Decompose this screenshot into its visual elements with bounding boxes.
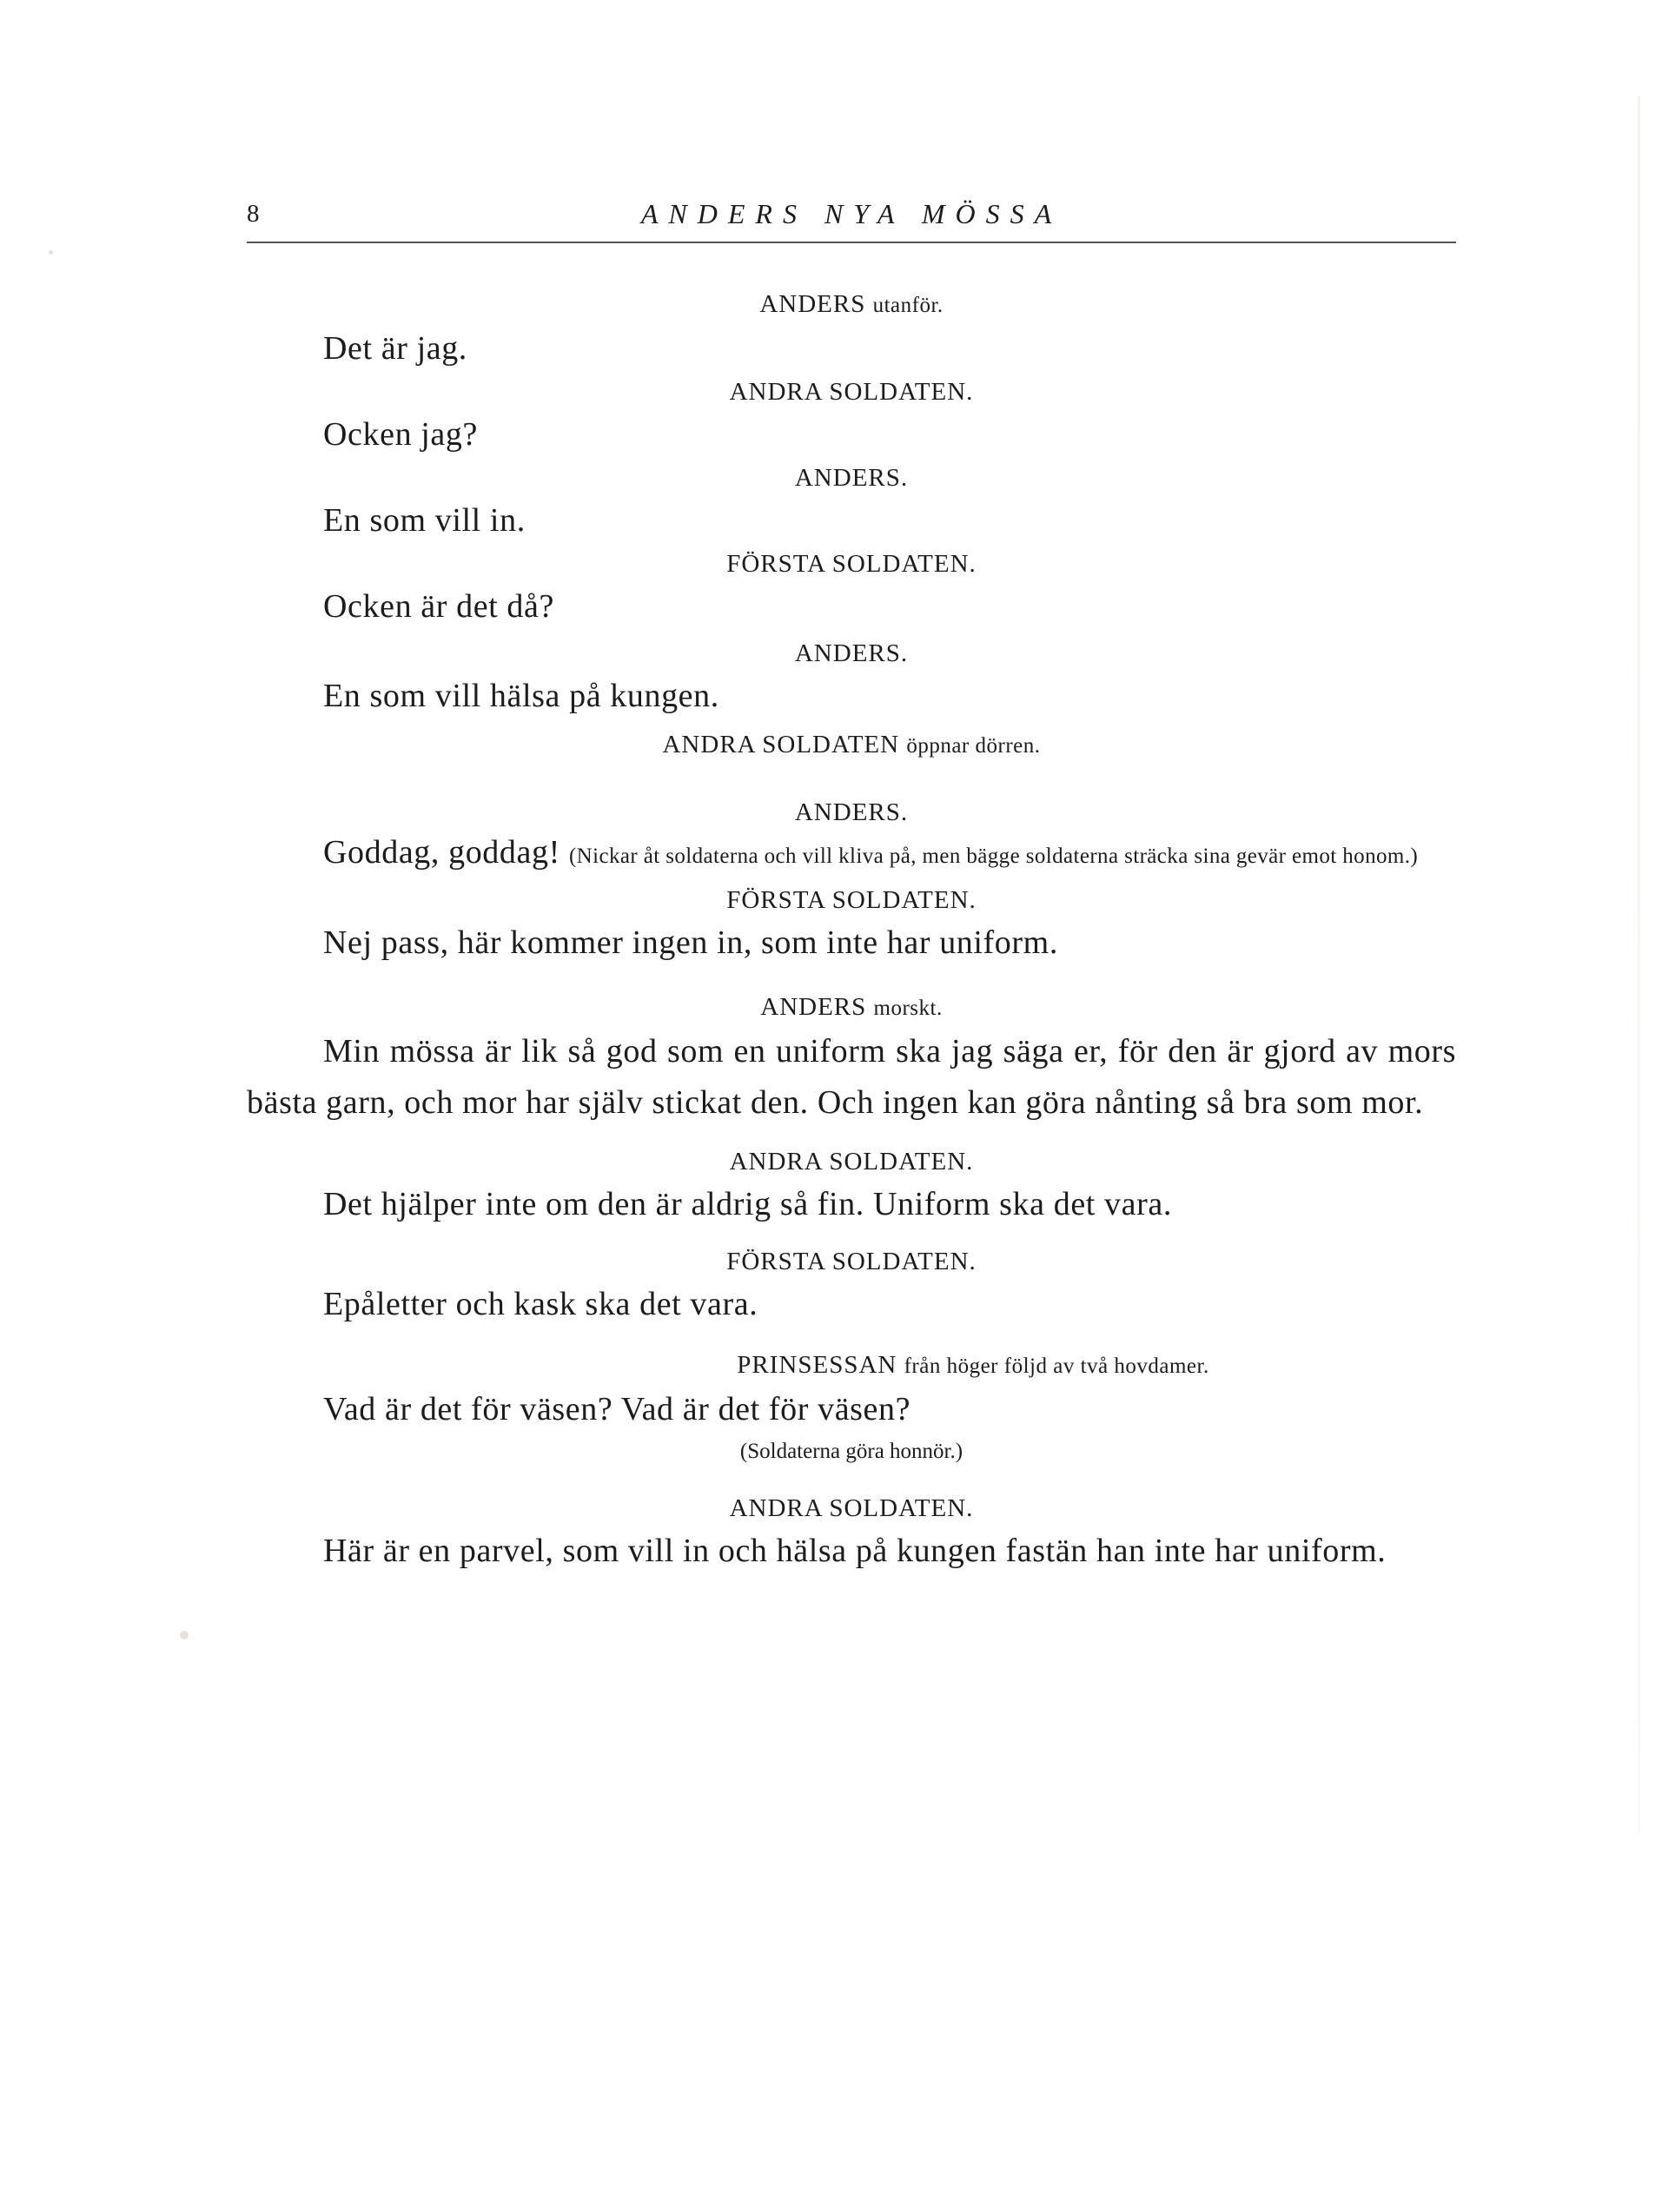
page-edge-shadow (1638, 96, 1640, 1833)
speech-paragraph: Här är en parvel, som vill in och hälsa på kungen fastän han inte har uniform. (323, 1533, 1387, 1569)
speaker-name: FÖRSTA SOLDATEN. (726, 550, 977, 578)
speech-line: Vad är det för väsen? Vad är det för väsen? (323, 1391, 911, 1427)
speaker-name: PRINSESSAN (737, 1351, 897, 1379)
speaker-name: ANDRA SOLDATEN. (729, 1494, 974, 1522)
speech-line: Epåletter och kask ska det vara. (323, 1286, 758, 1322)
speaker-direction: morskt. (873, 997, 943, 1020)
speech-line: Ocken jag? (323, 416, 478, 453)
paper-speck (180, 1631, 189, 1639)
speaker-heading (247, 374, 1456, 409)
speaker-heading (247, 1348, 1456, 1384)
speech-text: Goddag, goddag! (323, 834, 560, 871)
speaker-name: FÖRSTA SOLDATEN. (726, 886, 977, 914)
play-text (247, 287, 1456, 1577)
speaker-heading (247, 1144, 1456, 1179)
speaker-name: ANDRA SOLDATEN. (729, 1148, 974, 1176)
speech-line: Ocken är det då? (323, 588, 554, 625)
speaker-heading (247, 990, 1456, 1026)
speaker-direction: utanför. (872, 294, 944, 317)
speaker-heading (247, 883, 1456, 917)
speaker-name: ANDERS. (794, 798, 909, 826)
page-number: 8 (247, 200, 260, 228)
speaker-heading (247, 287, 1456, 323)
header-rule (247, 242, 1456, 243)
speaker-name: ANDRA SOLDATEN (662, 731, 900, 758)
speaker-name: ANDERS. (794, 464, 909, 492)
speaker-heading (247, 727, 1456, 764)
speaker-heading (247, 460, 1456, 495)
speaker-name: ANDRA SOLDATEN. (729, 378, 974, 406)
speech-line: En som vill hälsa på kungen. (323, 678, 719, 714)
speaker-heading (247, 546, 1456, 581)
running-header (247, 198, 1456, 240)
speech-with-stage-direction (247, 830, 1456, 879)
speech-paragraph: Min mössa är lik så god som en uniform ska jag säga er, för den är gjord av mors bästa garn, och mor har själv stickat den. Och ingen kan göra nånting så bra som mor. (247, 1033, 1456, 1121)
running-title: ANDERS NYA MÖSSA (640, 198, 1063, 229)
speaker-direction: från höger följd av två hovdamer. (904, 1354, 1209, 1378)
stage-direction: (Nickar åt soldaterna och vill kliva på, men bägge soldaterna sträcka sina gevär emot honom.) (568, 844, 1419, 868)
speaker-heading (247, 1244, 1456, 1279)
speech-line: En som vill in. (323, 502, 526, 539)
speaker-name: ANDERS (760, 993, 867, 1021)
speaker-name: FÖRSTA SOLDATEN. (726, 1248, 977, 1275)
speech-line: Det är jag. (323, 330, 467, 367)
speaker-heading (247, 1491, 1456, 1526)
speaker-name: ANDERS (759, 290, 866, 318)
stage-direction: (Soldaterna göra honnör.) (739, 1440, 963, 1463)
speech-line: Det hjälper inte om den är aldrig så fin. Uniform ska det vara. (323, 1186, 1172, 1222)
speech-line: Nej pass, här kommer ingen in, som inte har uniform. (323, 924, 1058, 961)
speaker-heading (247, 795, 1456, 830)
speaker-name: ANDERS. (794, 639, 909, 667)
speaker-heading (247, 636, 1456, 671)
speaker-direction: öppnar dörren. (906, 734, 1041, 758)
paper-speck (49, 250, 53, 255)
